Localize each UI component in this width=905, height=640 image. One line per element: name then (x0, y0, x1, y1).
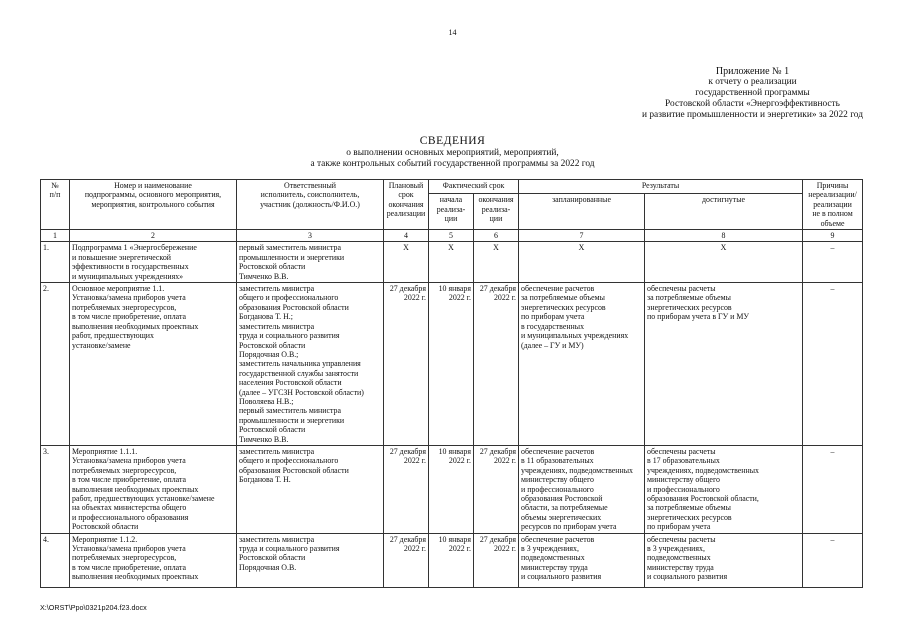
row-actual-end: X (474, 242, 519, 283)
row-num: 4. (41, 533, 70, 587)
file-path-footer: X:\ORST\Ppo\0321p204.f23.docx (40, 603, 147, 612)
row-name: Подпрограмма 1 «Энергосбережение и повышение энергетической эффективности в государственных и муниципальных учреждениях» (70, 242, 237, 283)
row-results-planned: обеспечение расчетов за потребляемые объемы энергетических ресурсов по приборам учета в государственных и муниципальных учреждениях (далее – ГУ и МУ) (519, 283, 645, 446)
column-number: 4 (384, 230, 429, 242)
header-row (41, 180, 863, 194)
row-actual-start: 10 января 2022 г. (429, 533, 474, 587)
heading-title: СВЕДЕНИЯ (419, 135, 486, 147)
row-num: 2. (41, 283, 70, 446)
row-actual-end: 27 декабря 2022 г. (474, 445, 519, 533)
column-number: 5 (429, 230, 474, 242)
header-executor: Ответственный исполнитель, соисполнитель, участник (должность/Ф.И.О.) (237, 180, 384, 230)
results-table (40, 179, 863, 588)
table-row (41, 242, 863, 283)
row-reasons: – (803, 242, 863, 283)
header-actual-start: начала реализа- ции (429, 194, 474, 230)
header-results: Результаты (519, 180, 803, 194)
appendix-line: к отчету о реализации (708, 77, 797, 87)
row-name: Основное мероприятие 1.1. Установка/замена приборов учета потребляемых энергоресурсов, в том числе приобретение, оплата выполнения необходимых проектных работ, предшествующих установке/замене (70, 283, 237, 446)
row-num: 1. (41, 242, 70, 283)
header-actual-end: окончания реализа- ции (474, 194, 519, 230)
row-planned-end: X (384, 242, 429, 283)
header-actual: Фактический срок (429, 180, 519, 194)
document-heading (0, 135, 905, 170)
row-actual-end: 27 декабря 2022 г. (474, 283, 519, 446)
appendix-line: государственной программы (695, 88, 810, 98)
row-actual-end: 27 декабря 2022 г. (474, 533, 519, 587)
table-row (41, 283, 863, 446)
row-executor: заместитель министра общего и профессионального образования Ростовской области Богданова Т. Н. (237, 445, 384, 533)
row-results-planned: обеспечение расчетов в 11 образовательных учреждениях, подведомственных министерству общего и профессионального образования Ростовской области, за потребляемые объемы энергетических ресурсов по приборам учета (519, 445, 645, 533)
row-planned-end: 27 декабря 2022 г. (384, 533, 429, 587)
row-executor: заместитель министра общего и профессионального образования Ростовской области Богданова Т. Н.; заместитель министра труда и социального развития Ростовской области Порядочная О.В.; заместитель начальника управления государственной службы занятости населения Ростовской области (далее – УГСЗН Ростовской области) Поволяева Н.В.; первый заместитель министра промышленности и энергетики Ростовской области Тимченко В.В. (237, 283, 384, 446)
header-name: Номер и наименование подпрограммы, основного мероприятия, мероприятия, контрольного события (70, 180, 237, 230)
table-row (41, 445, 863, 533)
row-reasons: – (803, 283, 863, 446)
table-row (41, 533, 863, 587)
row-executor: заместитель министра труда и социального развития Ростовской области Порядочная О.В. (237, 533, 384, 587)
column-number-row (41, 230, 863, 242)
row-name: Мероприятие 1.1.2. Установка/замена приборов учета потребляемых энергоресурсов, в том числе приобретение, оплата выполнения необходимых проектных (70, 533, 237, 587)
heading-line: о выполнении основных мероприятий, мероприятий, (346, 148, 559, 158)
header-results-planned: запланированные (519, 194, 645, 230)
row-results-achieved: обеспечены расчеты в 3 учреждениях, подведомственных министерству труда и социального развития (645, 533, 803, 587)
column-number: 2 (70, 230, 237, 242)
page-number: 14 (448, 28, 457, 37)
row-planned-end: 27 декабря 2022 г. (384, 445, 429, 533)
row-actual-start: X (429, 242, 474, 283)
column-number: 3 (237, 230, 384, 242)
row-actual-start: 10 января 2022 г. (429, 445, 474, 533)
row-results-achieved: обеспечены расчеты за потребляемые объемы энергетических ресурсов по приборам учета в ГУ и МУ (645, 283, 803, 446)
header-planned-end: Плановый срок окончания реализации (384, 180, 429, 230)
row-num: 3. (41, 445, 70, 533)
column-number: 9 (803, 230, 863, 242)
row-results-planned: X (519, 242, 645, 283)
column-number: 6 (474, 230, 519, 242)
column-number: 7 (519, 230, 645, 242)
row-reasons: – (803, 533, 863, 587)
row-actual-start: 10 января 2022 г. (429, 283, 474, 446)
header-results-achieved: достигнутые (645, 194, 803, 230)
column-number: 8 (645, 230, 803, 242)
row-name: Мероприятие 1.1.1. Установка/замена приборов учета потребляемых энергоресурсов, в том числе приобретение, оплата выполнения необходимых проектных работ, предшествующих установке/замене на объектах министерства общего и профессионального образования Ростовской области (70, 445, 237, 533)
row-results-achieved: X (645, 242, 803, 283)
row-results-achieved: обеспечены расчеты в 17 образовательных учреждениях, подведомственных министерству общего и профессионального образования Ростовской области, за потребляемые объемы энергетических ресурсов по приборам учета (645, 445, 803, 533)
appendix-line: и развитие промышленности и энергетики» за 2022 год (641, 110, 863, 120)
row-results-planned: обеспечение расчетов в 3 учреждениях, подведомственных министерству труда и социального развития (519, 533, 645, 587)
row-executor: первый заместитель министра промышленности и энергетики Ростовской области Тимченко В.В. (237, 242, 384, 283)
heading-line: а также контрольных событий государственной программы за 2022 год (310, 159, 595, 169)
appendix-title: Приложение № 1 (715, 66, 790, 77)
column-number: 1 (41, 230, 70, 242)
row-reasons: – (803, 445, 863, 533)
appendix-line: Ростовской области «Энергоэффективность (665, 99, 840, 109)
row-planned-end: 27 декабря 2022 г. (384, 283, 429, 446)
header-reasons: Причины нереализации/ реализации не в полном объеме (803, 180, 863, 230)
appendix-block (642, 66, 863, 121)
header-num: № п/п (41, 180, 70, 230)
